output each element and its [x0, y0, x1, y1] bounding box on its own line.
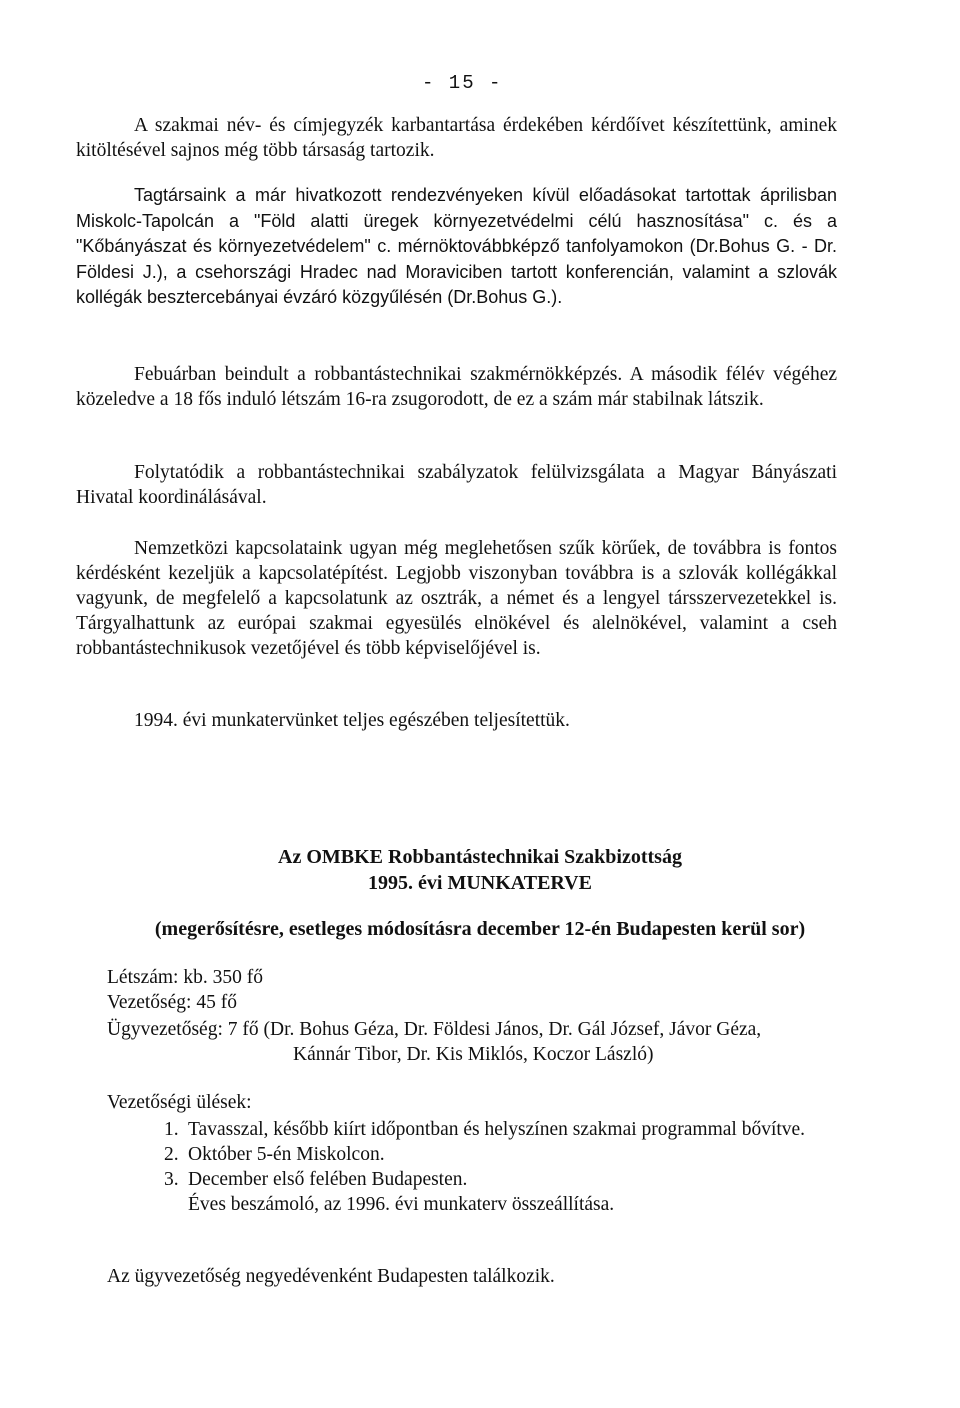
- list-item-text: December első felében Budapesten.: [188, 1169, 468, 1190]
- meetings-list: [164, 1117, 824, 1217]
- fact-leadership: Vezetőség: 45 fő: [107, 992, 237, 1013]
- paragraph-international: Nemzetközi kapcsolataink ugyan még meglehetősen szűk körűek, de továbbra is fontos kérdésként kezeljük a kapcsolatépítést. Legjobb viszonyban továbbra is a szlovák kollégákkal vagyunk, de megfelelő a kapcsolatunk az osztrák, a német és a lengyel társszervezetekkel is. Tárgyalhattunk az európai szakmai egyesülés elnökével és alelnökével, valamint a cseh robbantástechnikusok vezetőjével és több képviselőjével is.: [76, 538, 837, 659]
- fact-executive-line2: Kánnár Tibor, Dr. Kis Miklós, Koczor László): [293, 1044, 654, 1065]
- paragraph-lectures: Tagtársaink a már hivatkozott rendezvényeken kívül előadásokat tartottak áprilisban Miskolc-Tapolcán a "Föld alatti üregek környezetvédelmi célú hasznosítása" c. és a "Kőbányászat és környezetvédelem" c. mérnöktovábbképző tanfolyamokon (Dr.Bohus G. - Dr. Földesi J.), a csehországi Hradec nad Moraviciben tartott konferencián, valamint a szlovák kollégák besztercebányai évzáró közgyűlésén (Dr.Bohus G.).: [76, 185, 837, 308]
- paragraph-plan-completed: 1994. évi munkatervünket teljes egészében teljesítettük.: [134, 710, 570, 731]
- paragraph-training: Febuárban beindult a robbantástechnikai szakmérnökképzés. A második félév végéhez közeledve a 18 fős induló létszám 16-ra zsugorodott, de ez a szám már stabilnak látszik.: [76, 364, 837, 410]
- page-number: - 15 -: [422, 72, 503, 94]
- paragraph-regulations: Folytatódik a robbantástechnikai szabályzatok felülvizsgálata a Magyar Bányászati Hivatal koordinálásával.: [76, 462, 837, 508]
- fact-executive-line1: Ügyvezetőség: 7 fő (Dr. Bohus Géza, Dr. Földesi János, Dr. Gál József, Jávor Géza,: [107, 1019, 762, 1040]
- list-item-number: 2.: [164, 1144, 179, 1165]
- heading-workplan: 1995. évi MUNKATERVE: [368, 872, 592, 894]
- list-item: [164, 1167, 824, 1217]
- fact-membership: Létszám: kb. 350 fő: [107, 967, 263, 988]
- list-item: [164, 1142, 824, 1167]
- heading-committee: Az OMBKE Robbantástechnikai Szakbizottság: [278, 846, 682, 868]
- list-item-number: 3.: [164, 1169, 179, 1190]
- list-item-text: Október 5-én Miskolcon.: [188, 1144, 385, 1165]
- closing-sentence: Az ügyvezetőség negyedévenként Budapesten találkozik.: [107, 1266, 555, 1287]
- list-item-number: 1.: [164, 1119, 179, 1140]
- list-item: [164, 1117, 824, 1142]
- paragraph-address-list: A szakmai név- és címjegyzék karbantartása érdekében kérdőívet készítettünk, aminek kitöltésével sajnos még több társaság tartozik.: [76, 115, 837, 161]
- list-item-text: Tavasszal, később kiírt időpontban és helyszínen szakmai programmal bővítve.: [188, 1119, 806, 1140]
- heading-note: (megerősítésre, esetleges módosításra december 12-én Budapesten kerül sor): [154, 918, 806, 940]
- list-item-subline: Éves beszámoló, az 1996. évi munkaterv összeállítása.: [188, 1194, 615, 1215]
- meetings-label: Vezetőségi ülések:: [107, 1092, 252, 1113]
